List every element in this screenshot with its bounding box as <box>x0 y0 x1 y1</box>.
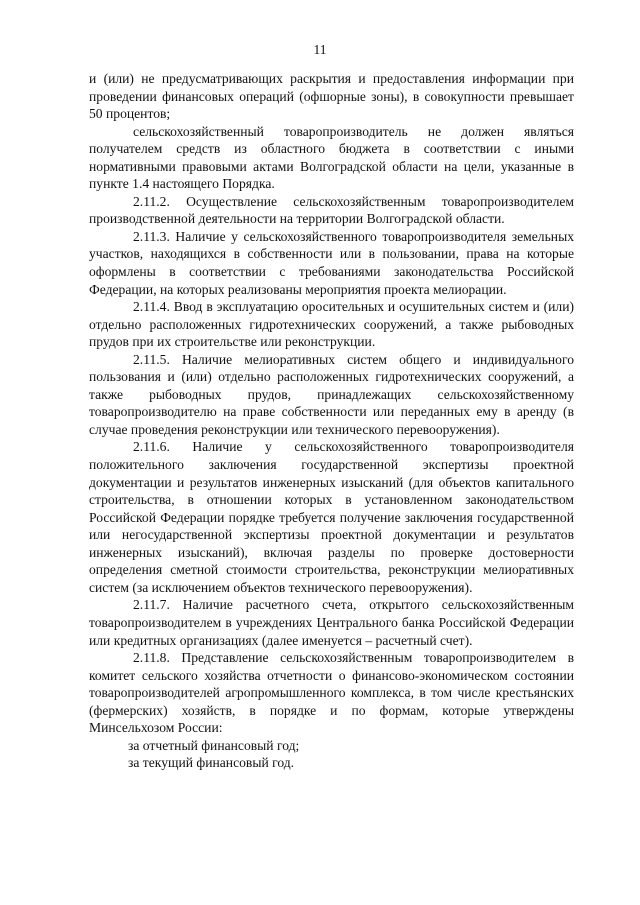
paragraph-2-11-6: 2.11.6. Наличие у сельскохозяйственного товаропроизводителя положительного заключения государственной экспертизы проектной документации и результатов инженерных изысканий (для объектов капитального строительства, в отношении которых в установленном законодательством Российской Федерации порядке требуется получение заключения государственной или негосударственной экспертизы проектной документации и результатов инженерных изысканий), включая разделы по проверке достоверности определения сметной стоимости строительства, реконструкции мелиоративных систем (за исключением объектов технического перевооружения). <box>89 439 574 595</box>
paragraph-offshore-continuation: и (или) не предусматривающих раскрытия и предоставления информации при проведении финансовых операций (офшорные зоны), в совокупности превышает 50 процентов; <box>89 71 574 122</box>
page-number: 11 <box>313 42 327 57</box>
list-item-reporting-year: за отчетный финансовый год; <box>128 737 300 753</box>
paragraph-budget-recipient: сельскохозяйственный товаропроизводитель не должен являться получателем средств из областного бюджета в соответствии с иными нормативными правовыми актами Волгоградской области на цели, указанные в пункте 1.4 настоящего Порядка. <box>89 123 574 192</box>
paragraph-2-11-8: 2.11.8. Представление сельскохозяйственным товаропроизводителем в комитет сельского хозяйства отчетности о финансово-экономическом состоянии товаропроизводителей агропромышленного комплекса, в том числе крестьянских (фермерских) хозяйств, в порядке и по формам, которые утверждены Минсельхозом России: <box>89 650 574 736</box>
paragraph-2-11-2: 2.11.2. Осуществление сельскохозяйственным товаропроизводителем производственной деятельности на территории Волгоградской области. <box>89 193 574 227</box>
paragraph-2-11-4: 2.11.4. Ввод в эксплуатацию оросительных и осушительных систем и (или) отдельно расположенных гидротехнических сооружений, а также рыбоводных прудов при их строительстве или реконструкции. <box>89 299 574 350</box>
paragraph-2-11-5: 2.11.5. Наличие мелиоративных систем общего и индивидуального пользования и (или) отдельно расположенных гидротехнических сооружений, а также рыбоводных прудов, принадлежащих сельскохозяйственному товаропроизводителю на праве собственности или переданных ему в аренду (в случае проведения реконструкции или технического перевооружения). <box>89 351 574 437</box>
paragraph-2-11-3: 2.11.3. Наличие у сельскохозяйственного товаропроизводителя земельных участков, находящихся в собственности или в пользовании, права на которые оформлены в соответствии с требованиями законодательства Российской Федерации, на которых реализованы мероприятия проекта мелиорации. <box>89 228 574 297</box>
list-item-current-year: за текущий финансовый год. <box>128 755 295 771</box>
document-body <box>89 70 574 772</box>
paragraph-2-11-7: 2.11.7. Наличие расчетного счета, открытого сельскохозяйственным товаропроизводителем в учреждениях Центрального банка Российской Федерации или кредитных организациях (далее именуется – расчетный счет). <box>89 597 574 648</box>
